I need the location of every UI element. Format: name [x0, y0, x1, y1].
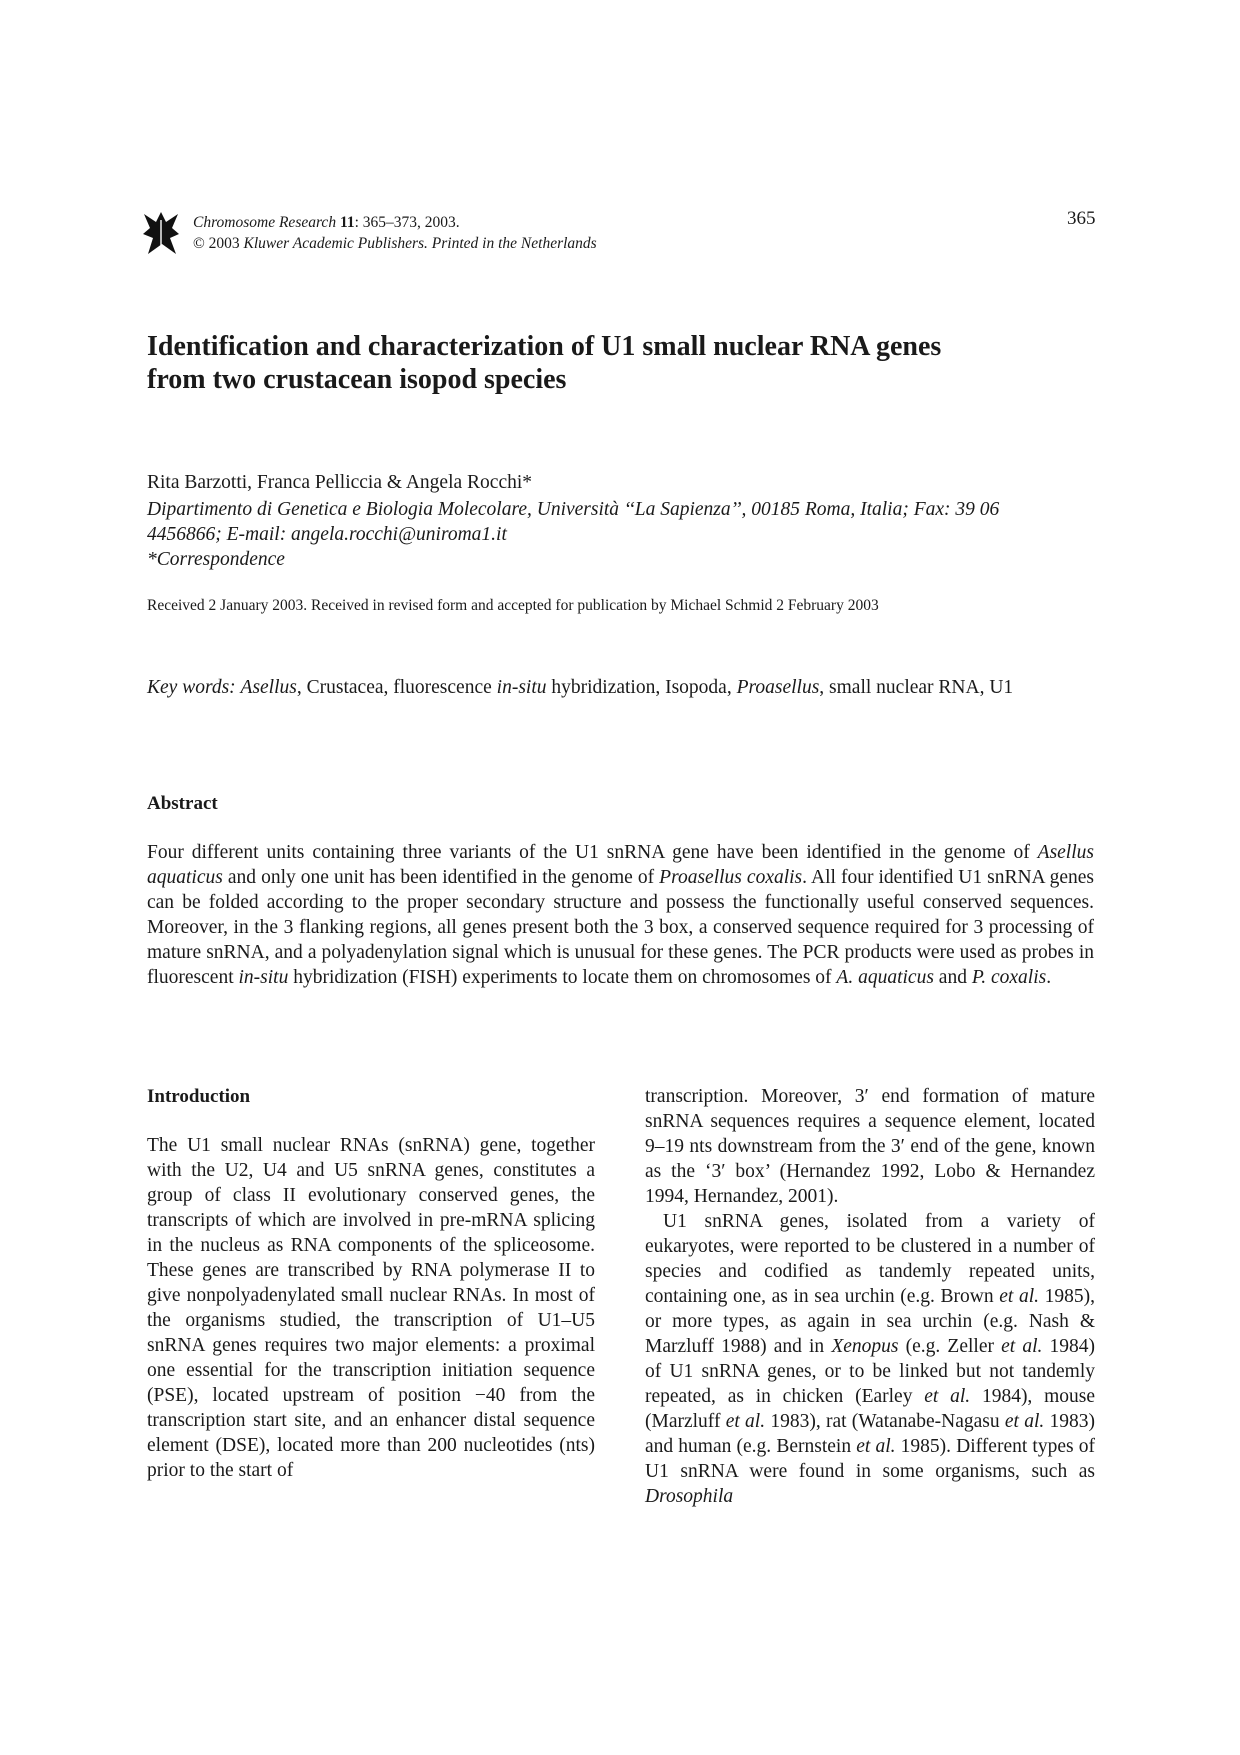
intro-paragraph-2 — [645, 1209, 1095, 1509]
text-run: 1983) and human (e.g. Bernstein — [645, 1411, 1095, 1457]
keyword-text: hybridization, Isopoda, — [546, 677, 737, 698]
text-run: 1984) of U1 snRNA genes, or to be linked but not tandemly repeated, as in chicken (Earley — [645, 1336, 1096, 1407]
citation-line — [193, 212, 597, 233]
abstract-heading: Abstract — [147, 793, 218, 814]
abstract-text — [147, 840, 1094, 990]
publisher-logo-icon — [142, 210, 180, 256]
author-list: Rita Barzotti, Franca Pelliccia & Angela Rocchi* — [147, 472, 533, 493]
journal-citation — [193, 212, 597, 254]
text-italic: et al. — [1004, 1411, 1045, 1432]
text-run: 1985). Different types of U1 snRNA were found in some organisms, such as — [645, 1436, 1095, 1482]
text-run: (e.g. Zeller — [898, 1336, 1002, 1357]
affiliation — [147, 497, 1102, 572]
abstract-species: A. aquaticus — [836, 967, 934, 988]
text-italic: et al. — [725, 1411, 766, 1432]
text-italic: et al. — [999, 1286, 1039, 1307]
text-italic: Drosophila — [645, 1486, 734, 1507]
abstract-species: Proasellus coxalis — [659, 867, 803, 888]
introduction-right-column — [645, 1084, 1095, 1509]
keyword-text: , small nuclear RNA, U1 — [819, 677, 1014, 698]
keyword-asellus: Asellus — [240, 677, 297, 698]
text-italic: Xenopus — [831, 1336, 899, 1357]
page-number: 365 — [1067, 208, 1096, 229]
text-italic: et al. — [856, 1436, 896, 1457]
journal-volume: 11 — [339, 214, 355, 231]
intro-paragraph: The U1 small nuclear RNAs (snRNA) gene, together with the U2, U4 and U5 snRNA genes, constitutes a group of class II evolutionary conserved genes, the transcripts of which are involved in pre-mRNA splicing in the nucleus as RNA components of the spliceosome. These genes are transcribed by RNA polymerase II to give nonpolyadenylated small nuclear RNAs. In most of the organisms studied, the transcription of U1–U5 snRNA genes requires two major elements: a proximal one essential for the transcription initiation sequence (PSE), located upstream of position −40 from the transcription start site, and an enhancer distal sequence element (DSE), located more than 200 nucleotides (nts) prior to the start of — [147, 1135, 595, 1481]
correspondence-note: *Correspondence — [147, 549, 285, 570]
copyright-line — [193, 233, 597, 254]
abstract-species: P. coxalis — [971, 967, 1047, 988]
abstract-italic: in-situ — [238, 967, 289, 988]
abstract-run: . — [1046, 967, 1052, 988]
title-line-1: Identification and characterization of U1 small nuclear RNA genes — [147, 331, 942, 362]
keyword-proasellus: Proasellus — [736, 677, 820, 698]
text-run: 1984), mouse (Marzluff — [645, 1386, 1096, 1432]
intro-paragraph: transcription. Moreover, 3′ end formation of mature snRNA sequences requires a sequence element, located 9–19 nts downstream from the 3′ end of the gene, known as the ‘3′ box’ (Hernandez 1992, Lobo & Hernandez 1994, Hernandez, 2001). — [645, 1086, 1095, 1207]
abstract-run: and — [933, 967, 972, 988]
title-line-2: from two crustacean isopod species — [147, 364, 567, 395]
text-italic: et al. — [924, 1386, 971, 1407]
text-run: U1 snRNA genes, isolated from a variety of eukaryotes, were reported to be clustered in a number of species and codified as tandemly repeated units, containing one, as in sea urchin (e.g. Brown — [645, 1211, 1095, 1307]
abstract-run: hybridization (FISH) experiments to locate them on chromosomes of — [288, 967, 837, 988]
abstract-species: Asellus aquaticus — [147, 842, 1094, 888]
text-italic: et al. — [1001, 1336, 1043, 1357]
journal-pages: : 365–373, 2003. — [354, 214, 460, 231]
keyword-text: , Crustacea, fluorescence — [296, 677, 497, 698]
abstract-run: Four different units containing three variants of the U1 snRNA gene have been identified in the genome of — [147, 842, 1038, 863]
keywords — [147, 675, 1102, 700]
introduction-heading: Introduction — [147, 1086, 251, 1107]
affiliation-line-2: 4456866; E-mail: angela.rocchi@uniroma1.it — [147, 524, 507, 545]
journal-name: Chromosome Research — [193, 214, 337, 231]
copyright-year: 2003 — [208, 235, 240, 252]
text-run: 1983), rat (Watanabe-Nagasu — [765, 1411, 1005, 1432]
abstract-run: . All four identified U1 snRNA genes can be folded according to the proper secondary structure and possess the functionally useful conserved sequences. Moreover, in the 3 flanking regions, all genes present both the 3 box, a conserved sequence required for 3 processing of mature snRNA, and a polyadenylation signal which is unusual for these genes. The PCR products were used as probes in fluorescent — [147, 867, 1095, 988]
affiliation-line-1: Dipartimento di Genetica e Biologia Molecolare, Università ‘‘La Sapienza’’, 00185 Roma, Italia; Fax: 39 06 — [147, 499, 1000, 520]
publisher-text: Kluwer Academic Publishers. Printed in the Netherlands — [243, 235, 597, 252]
keywords-label: Key words: — [147, 677, 236, 698]
paper-title — [147, 330, 1107, 396]
copyright-symbol: © — [193, 235, 205, 252]
introduction-left-column — [147, 1133, 595, 1483]
abstract-run: and only one unit has been identified in the genome of — [222, 867, 660, 888]
text-run: 1985), or more types, as again in sea urchin (e.g. Nash & Marzluff 1988) and in — [645, 1286, 1095, 1357]
received-dates: Received 2 January 2003. Received in revised form and accepted for publication by Michael Schmid 2 February 2003 — [147, 597, 879, 614]
keyword-in-situ: in-situ — [496, 677, 547, 698]
